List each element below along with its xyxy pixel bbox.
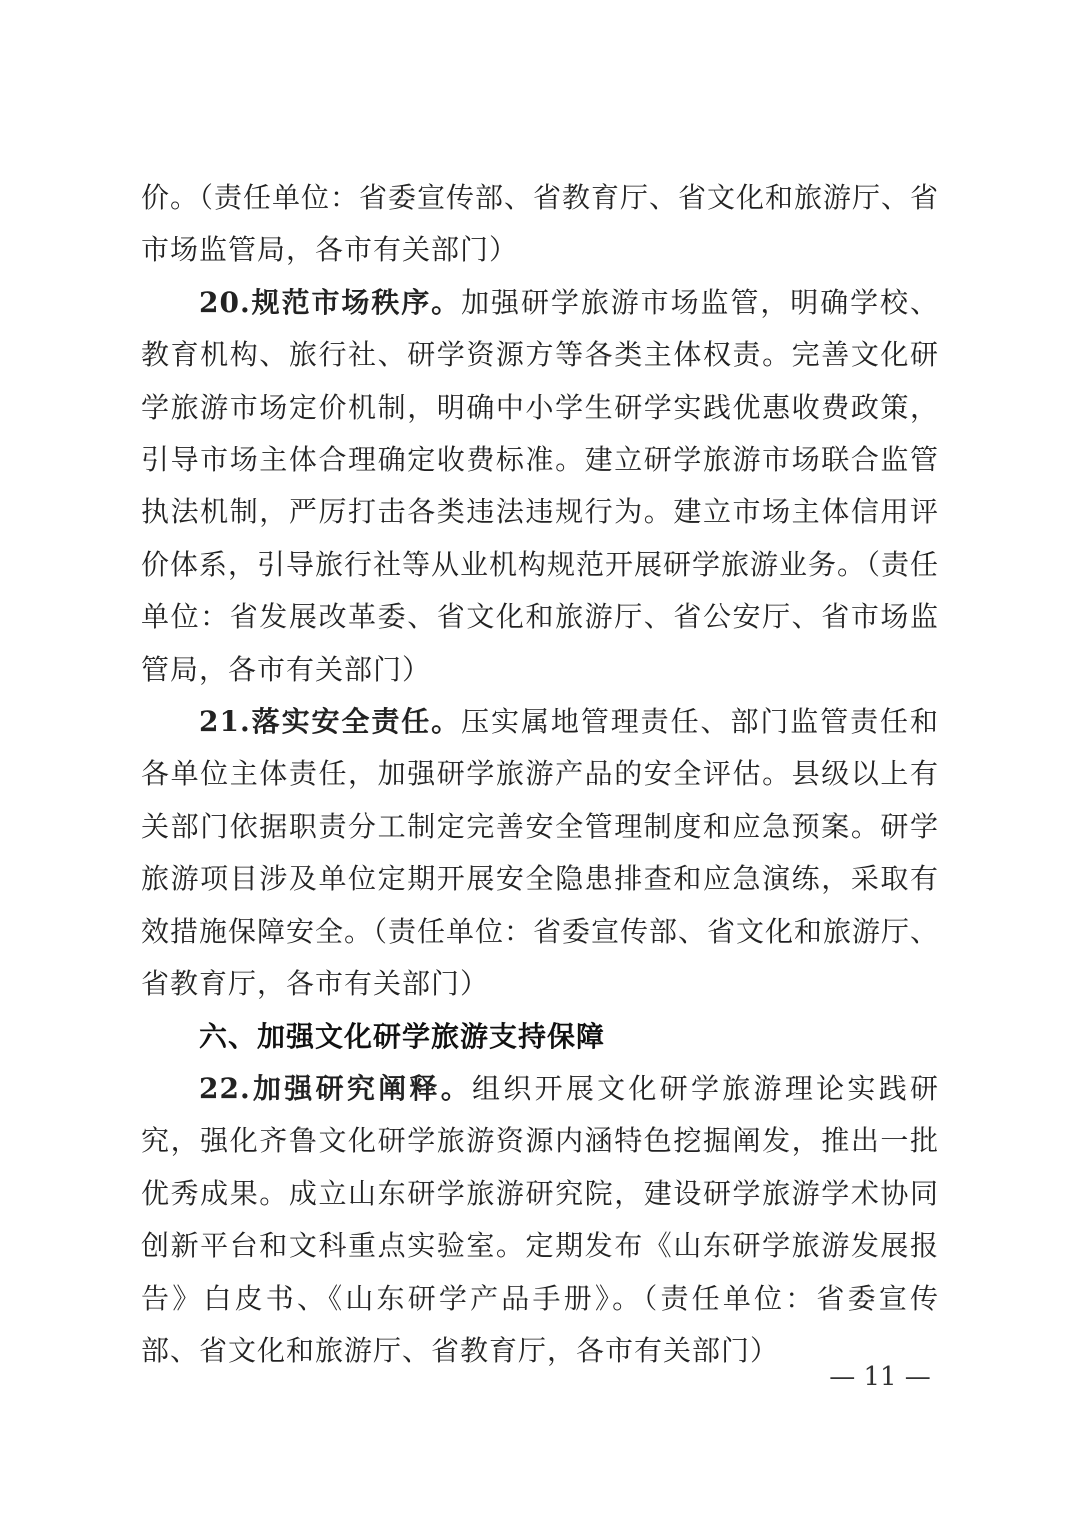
section-heading: 六、加强文化研学旅游支持保障 bbox=[199, 1019, 606, 1053]
item-21-paragraph bbox=[141, 696, 939, 1010]
item-20-body: 加强研学旅游市场监管，明确学校、教育机构、旅行社、研学资源方等各类主体权责。完善文化研学旅游市场定价机制，明确中小学生研学实践优惠收费政策，引导市场主体合理确定收费标准。建立研学旅游市场联合监管执法机制，严厉打击各类违法违规行为。建立市场主体信用评价体系，引导旅行社等从业机构规范开展研学旅游业务。（责任单位：省发展改革委、省文化和旅游厅、省公安厅、省市场监管局，各市有关部门） bbox=[141, 285, 940, 686]
document-body bbox=[141, 172, 939, 1377]
continuation-text: 价。（责任单位：省委宣传部、省教育厅、省文化和旅游厅、省市场监管局，各市有关部门） bbox=[141, 181, 940, 267]
item-20-number: 20. bbox=[199, 285, 251, 319]
item-21-title: 落实安全责任。 bbox=[250, 705, 462, 739]
item-22-number: 22. bbox=[199, 1071, 251, 1105]
continuation-paragraph bbox=[141, 172, 939, 277]
item-22-paragraph bbox=[141, 1063, 939, 1377]
item-22-body: 组织开展文化研学旅游理论实践研究，强化齐鲁文化研学旅游资源内涵特色挖掘阐发，推出一批优秀成果。成立山东研学旅游研究院，建设研学旅游学术协同创新平台和文科重点实验室。定期发布《山东研学旅游发展报告》白皮书、《山东研学产品手册》。（责任单位：省委宣传部、省文化和旅游厅、省教育厅，各市有关部门） bbox=[141, 1071, 939, 1367]
item-22-title: 加强研究阐释。 bbox=[250, 1071, 472, 1105]
item-21-number: 21. bbox=[199, 705, 251, 739]
item-20-title: 规范市场秩序。 bbox=[250, 285, 462, 319]
item-21-body: 压实属地管理责任、部门监管责任和各单位主体责任，加强研学旅游产品的安全评估。县级以上有关部门依据职责分工制定完善安全管理制度和应急预案。研学旅游项目涉及单位定期开展安全隐患排查和应急演练，采取有效措施保障安全。（责任单位：省委宣传部、省文化和旅游厅、省教育厅，各市有关部门） bbox=[141, 705, 940, 1001]
page-number: — 11 — bbox=[829, 1362, 931, 1392]
item-20-paragraph bbox=[141, 277, 939, 696]
